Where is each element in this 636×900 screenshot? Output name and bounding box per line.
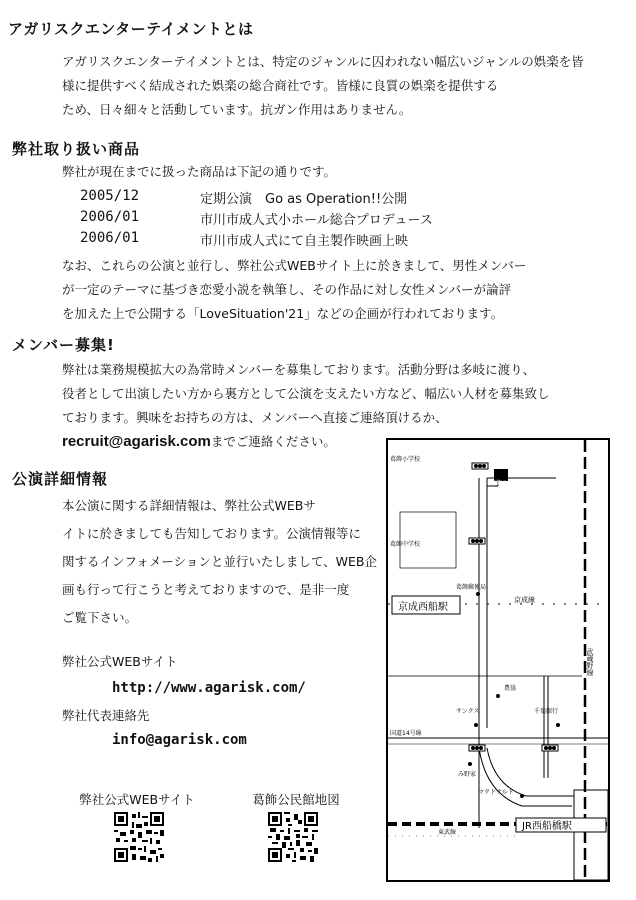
details-line: 関するインフォメーションと並行いたしまして、WEB企 — [62, 554, 377, 569]
map-label-route14: 国道14号線 — [390, 730, 422, 737]
map-label-school2: 葛飾中学校 — [390, 541, 421, 548]
details-heading: 公演詳細情報 — [12, 470, 109, 488]
website-qr-code[interactable] — [114, 812, 164, 862]
history-row — [80, 230, 433, 251]
products-heading: 弊社取り扱い商品 — [12, 140, 141, 158]
history-desc: 定期公演 Go as Operation!!公開 — [200, 192, 408, 207]
map-label-bank: 千葉銀行 — [534, 708, 559, 715]
map-label-tobu-line: 東武線 — [438, 829, 457, 836]
recruit-line: 弊社は業務規模拡大の為常時メンバーを募集しております。活動分野は多岐に渡り、 — [62, 362, 536, 377]
intro-line: ため、日々細々と活動しています。抗ガン作用はありません。 — [62, 102, 412, 117]
qr-web-label: 弊社公式WEBサイト — [79, 792, 195, 807]
map-label-post-office: 葛飾郵便局 — [456, 584, 487, 591]
map-label-jr-station: JR西船橋駅 — [522, 821, 572, 832]
map-label-keisei-station: 京成西船駅 — [398, 602, 448, 613]
qr-map-label: 葛飾公民館地図 — [252, 792, 340, 807]
map-drawing — [386, 438, 610, 882]
map-frame — [387, 439, 609, 881]
note-line: なお、これらの公演と並行し、弊社公式WEBサイト上に於きまして、男性メンバー — [62, 258, 527, 273]
minoya-dot — [468, 762, 472, 766]
history-desc: 市川市成人式小ホール総合プロデュース — [200, 213, 433, 228]
history-desc: 市川市成人式にて自主製作映画上映 — [200, 234, 409, 249]
details-paragraph — [62, 492, 377, 632]
note-line: が一定のテーマに基づき恋愛小説を執筆し、その作品に対し女性メンバーが論評 — [62, 282, 512, 297]
map-label-keisei-line: 京成線 — [514, 596, 535, 604]
signal — [469, 538, 485, 544]
products-lead — [62, 160, 336, 184]
sunkus-dot — [474, 723, 478, 727]
history-row — [80, 188, 433, 209]
history-date: 2006/01 — [80, 209, 140, 225]
rep-email-link[interactable]: info@agarisk.com — [112, 732, 247, 748]
recruit-email-link[interactable]: recruit@agarisk.com — [62, 433, 211, 450]
details-line: 画も行って行こうと考えておりますので、是非一度 — [62, 582, 350, 597]
map-label-musashino-line: 武蔵野線 — [586, 648, 594, 676]
bank-dot — [556, 723, 560, 727]
history-date: 2005/12 — [80, 188, 140, 204]
intro-line: アガリスクエンターテイメントとは、特定のジャンルに囚われない幅広いジャンルの娯楽を皆 — [62, 54, 584, 69]
note-line: を加えた上で公開する「LoveSituation'21」などの企画が行われております。 — [62, 306, 504, 321]
intro-paragraph — [62, 50, 584, 122]
products-lead-text: 弊社が現在までに扱った商品は下記の通りです。 — [62, 164, 337, 179]
website-link[interactable]: http://www.agarisk.com/ — [112, 680, 306, 696]
map-label-venue: 葛飾公民館 — [490, 480, 521, 487]
barn-dot — [496, 694, 500, 698]
map-label-school1: 葛飾小学校 — [390, 456, 421, 463]
rep-label: 弊社代表連絡先 — [62, 708, 150, 723]
details-line: ご覧下さい。 — [62, 610, 138, 625]
history-row — [80, 209, 433, 230]
map-label-minoya: み野家 — [458, 771, 477, 778]
product-history — [80, 188, 433, 251]
map-label-sunkus: サンクス — [456, 708, 480, 715]
recruit-line: ております。興味をお持ちの方は、メンバーへ直接ご連絡頂けるか、 — [62, 410, 448, 425]
recruit-email-suffix: までご連絡ください。 — [210, 434, 336, 449]
recruit-heading: メンバー募集! — [12, 336, 115, 354]
details-line: イトに於きましても告知しております。公演情報等に — [62, 526, 362, 541]
details-line: 本公演に関する詳細情報は、弊社公式WEBサ — [62, 498, 316, 513]
mcd-dot — [520, 794, 524, 798]
venue-map — [386, 438, 610, 882]
map-label-mcdonalds: マクドナルド — [478, 789, 514, 796]
intro-line: 様に提供すべく結成された娯楽の総合商社です。皆様に良質の娯楽を提供する — [62, 78, 499, 93]
signal — [469, 745, 485, 751]
signal — [542, 745, 558, 751]
recruit-line: 役者として出演したい方から裏方として公演を支えたい方など、幅広い人材を募集致し — [62, 386, 550, 401]
post-office-dot — [476, 592, 480, 596]
signal — [472, 463, 488, 469]
page-title: アガリスクエンターテイメントとは — [8, 20, 254, 38]
products-note — [62, 254, 526, 326]
web-label: 弊社公式WEBサイト — [62, 654, 178, 669]
map-label-barn: 農協 — [504, 685, 517, 692]
history-date: 2006/01 — [80, 230, 140, 246]
map-qr-code[interactable] — [268, 812, 318, 862]
